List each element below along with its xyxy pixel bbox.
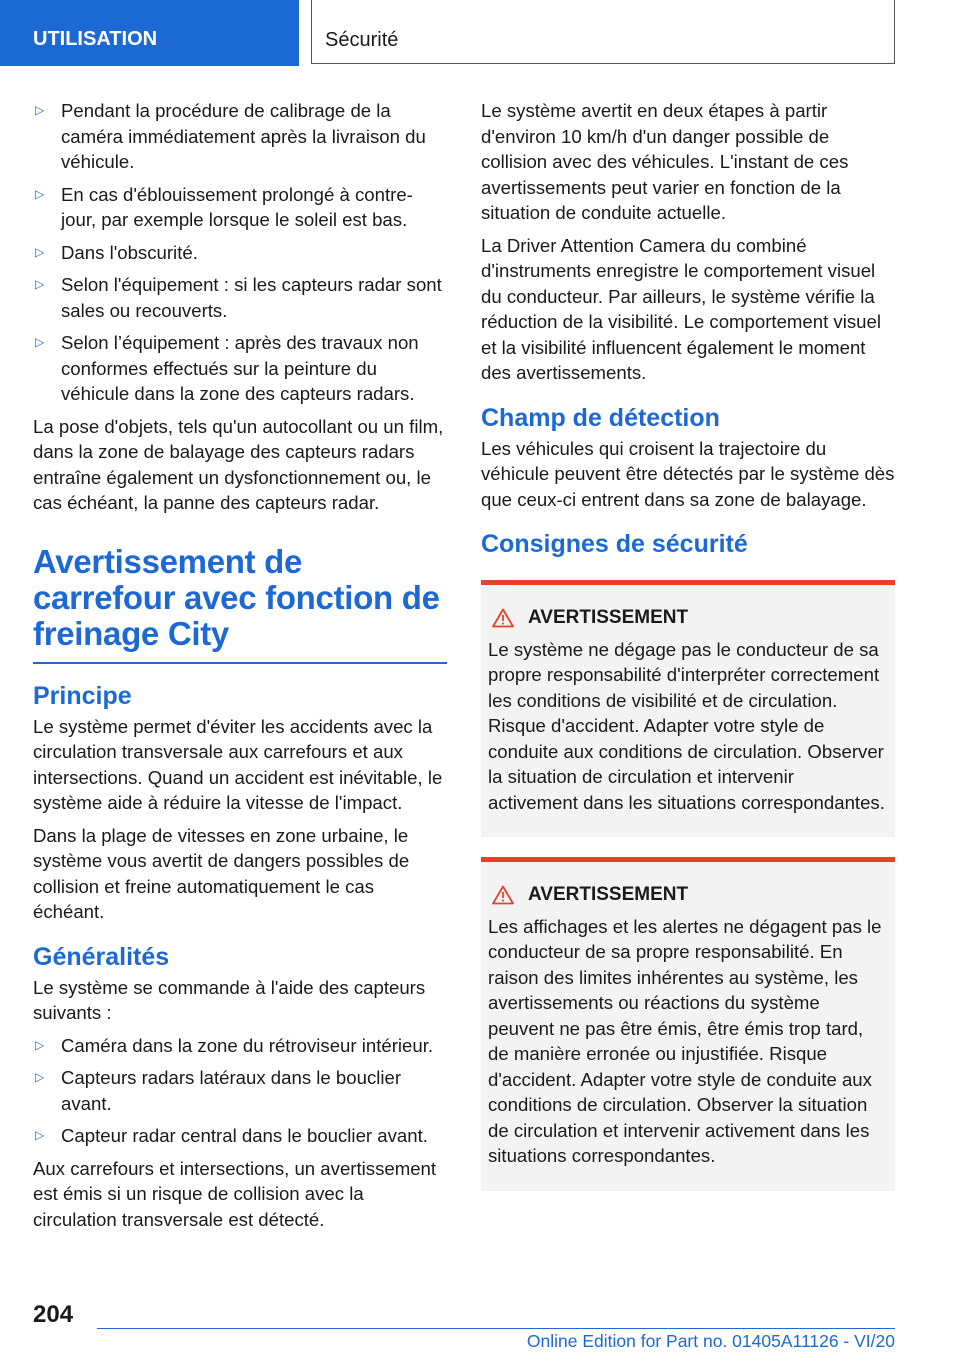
triangle-right-icon: ▷: [35, 1037, 45, 1052]
triangle-right-icon: ▷: [35, 186, 45, 201]
triangle-right-icon: ▷: [35, 335, 45, 349]
paragraph-principe-1: Le système permet d'éviter les accidents avec la circulation transversale aux carrefours et aux intersections. Quand un accident est inévitable, le système aide à réduire la vitesse de l'impact.: [33, 715, 443, 813]
warning-box: [481, 857, 895, 1191]
right-column: [481, 98, 895, 1191]
heading-consignes: Consignes de sécurité: [481, 530, 748, 558]
list-item: ▷ Dans l'obscurité.: [33, 240, 447, 266]
paragraph-principe-2: Dans la plage de vitesses en zone urbaine, le système vous avertit de dangers possibles de collision et freine automatiquement le cas échéant.: [33, 824, 410, 922]
paragraph-champ: Les véhicules qui croisent la trajectoire du véhicule peuvent être détectés par le système dès que ceux-ci entrent dans sa zone de balayage.: [481, 437, 895, 510]
list-item: ▷ Pendant la procédure de calibrage de la caméra immédiatement après la livraison du véhicule.: [35, 100, 426, 172]
triangle-right-icon: ▷: [35, 277, 45, 291]
list-item: ▷ Capteur radar central dans le bouclier avant.: [33, 1123, 447, 1149]
paragraph-generalites-1: Le système se commande à l'aide des capteurs suivants :: [33, 976, 426, 1023]
warning-text: Les affichages et les alertes ne dégagent pas le conducteur de sa propre responsabilité. En raison des limites inhérentes au système, les avertissements ou réactions du système peuvent ne pas être émis, être émis trop tard, de manière erronée ou injustifiée. Risque d'accident. Adapter votre style de conduite aux conditions de circulation. Observer la situation de circulation et intervenir activement dans les situations correspondantes.: [488, 915, 882, 1166]
edition-text: Online Edition for Part no. 01405A11126 - VI/20: [526, 1331, 895, 1351]
paragraph-generalites-2: Aux carrefours et intersections, un avertissement est émis si un risque de collision avec la circulation transversale est détecté.: [33, 1157, 437, 1230]
warning-title: AVERTISSEMENT: [488, 605, 888, 631]
paragraph-right-2: La Driver Attention Camera du combiné d'instruments enregistre le comportement visuel du conducteur. Par ailleurs, le système vérifie la réduction de la visibilité. Le comportement visuel et la visibilité influencent également le moment des avertissements.: [481, 234, 881, 383]
page-number: 204: [33, 1301, 74, 1328]
list-item: ▷ Selon l’équipement : après des travaux non conformes effectués sur la peinture du véhicule dans la zone des capteurs radars.: [35, 332, 419, 404]
left-column: [33, 98, 447, 1239]
warning-title: AVERTISSEMENT: [488, 882, 888, 908]
triangle-right-icon: ▷: [35, 1070, 45, 1084]
warning-triangle-icon: [492, 608, 514, 628]
triangle-right-icon: ▷: [35, 1128, 45, 1142]
warning-triangle-icon: [492, 885, 514, 905]
heading-principe: Principe: [33, 681, 132, 710]
triangle-right-icon: ▷: [35, 103, 45, 117]
page-header: [0, 0, 960, 66]
triangle-right-icon: ▷: [35, 244, 45, 259]
heading-generalites: Généralités: [33, 942, 170, 971]
list-item: ▷ Caméra dans la zone du rétroviseur intérieur.: [33, 1033, 447, 1059]
warning-box: [481, 580, 895, 837]
list-item: ▷ Selon l'équipement : si les capteurs radar sont sales ou recouverts.: [35, 274, 442, 321]
paragraph-right-1: Le système avertit en deux étapes à partir d'environ 10 km/h d'un danger possible de collision avec des véhicules. L'instant de ces avertissements peut varier en fonction de la situation de conduite actuelle.: [481, 100, 849, 223]
condition-list: [33, 98, 447, 407]
sensor-list: [33, 1033, 447, 1149]
warning-text: Le système ne dégage pas le conducteur de sa propre responsabilité d'interpréter correctement les conditions de visibilité et de circulation. Risque d'accident. Adapter votre style de conduite aux conditions de circulation. Observer la situation de circulation et intervenir activement dans les situations correspondantes.: [488, 638, 885, 813]
chapter-tab[interactable]: Sécurité: [311, 0, 895, 64]
paragraph-pose: La pose d'objets, tels qu'un autocollant ou un film, dans la zone de balayage des capteurs radars entraîne également un dysfonctionnement ou, le cas échéant, la panne des capteurs radar.: [33, 415, 444, 513]
footer-divider: [97, 1328, 895, 1329]
list-item: ▷ En cas d'éblouissement prolongé à contre-jour, par exemple lorsque le soleil est bas.: [35, 183, 413, 230]
section-tab[interactable]: UTILISATION: [0, 0, 299, 66]
section-title: Avertissement de carrefour avec fonction de freinage City: [33, 544, 447, 664]
page-footer: [0, 1295, 960, 1362]
list-item: ▷ Capteurs radars latéraux dans le bouclier avant.: [35, 1067, 402, 1114]
heading-champ: Champ de détection: [481, 403, 720, 432]
